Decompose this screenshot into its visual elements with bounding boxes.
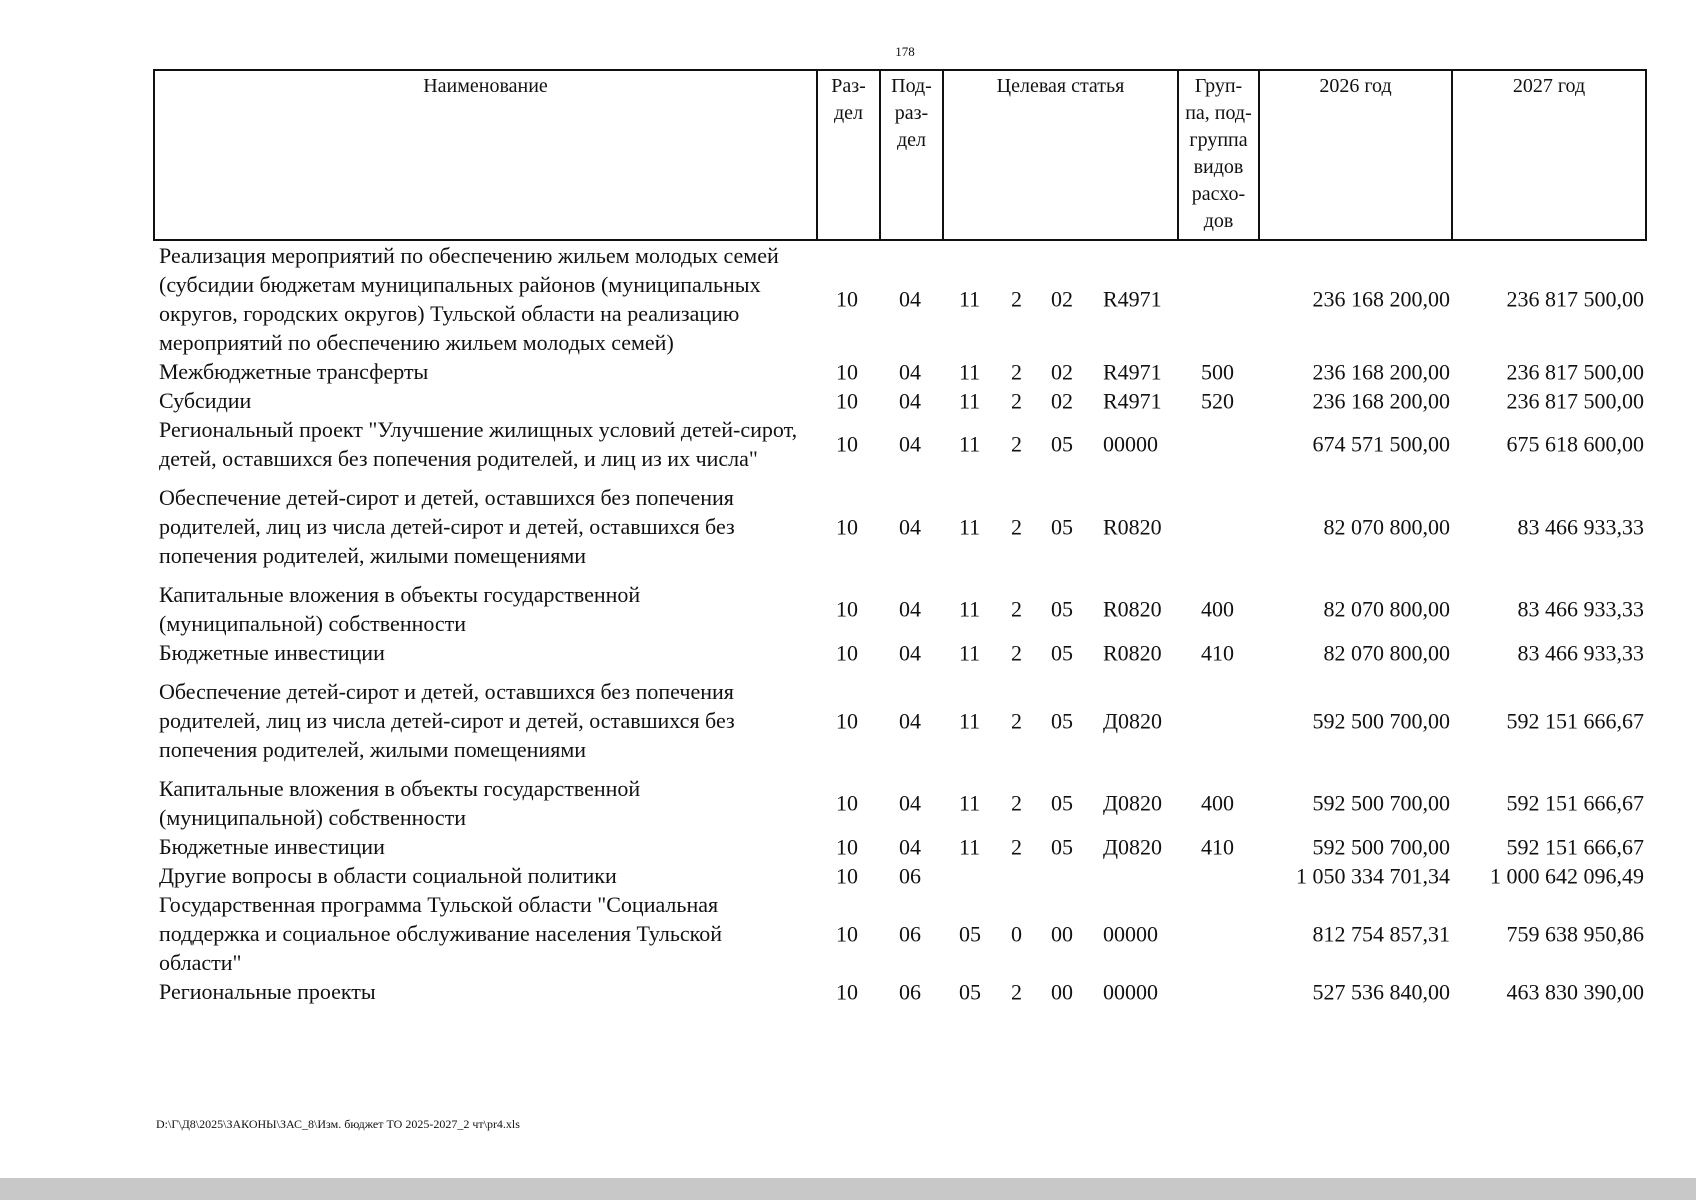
- row-razdel: 10: [836, 708, 858, 733]
- table-row: [153, 774, 1645, 832]
- row-cs-type: 2: [1011, 640, 1022, 665]
- row-podrazdel: 04: [899, 596, 921, 622]
- row-cs-type: 2: [1011, 979, 1022, 1004]
- row-cs-element: 05: [1051, 640, 1073, 665]
- row-cs-type: 2: [1011, 708, 1022, 733]
- row-cs-element: 02: [1051, 359, 1073, 384]
- row-2027: 83 466 933,33: [1517, 514, 1644, 539]
- row-razdel: 10: [836, 388, 858, 413]
- row-cs-type: 2: [1011, 431, 1022, 457]
- row-cs-type: 2: [1011, 514, 1022, 539]
- row-2026: 82 070 800,00: [1323, 514, 1450, 539]
- row-razdel: 10: [836, 359, 858, 384]
- row-cs-type: 2: [1011, 596, 1022, 622]
- row-2027: 236 817 500,00: [1506, 286, 1644, 312]
- row-2027: 592 151 666,67: [1506, 834, 1644, 859]
- row-name: Обеспечение детей-сирот и детей, оставшихся без попечения родителей, лиц из числа детей-сирот и детей, оставшихся без попечения родителей, жилыми помещениями: [159, 485, 735, 568]
- row-cs-element: 05: [1051, 514, 1073, 539]
- row-cs-element: 00: [1051, 979, 1073, 1004]
- row-2026: 236 168 200,00: [1312, 359, 1450, 384]
- row-podrazdel: 04: [899, 388, 921, 413]
- table-row: [153, 677, 1645, 764]
- footer-file-path: D:\Г\Д8\2025\ЗАКОНЫ\ЗАС_8\Изм. бюджет ТО 2025-2027_2 чт\pr4.xls: [156, 1117, 520, 1131]
- row-cs-element: 05: [1051, 596, 1073, 622]
- row-group: 400: [1201, 596, 1234, 622]
- page-number: 178: [895, 44, 915, 59]
- row-name: Другие вопросы в области социальной политики: [159, 863, 617, 888]
- table-row: [153, 386, 1645, 415]
- table-row: [153, 861, 1645, 890]
- row-cs-type: 2: [1011, 359, 1022, 384]
- row-cs-direction: R0820: [1103, 640, 1162, 665]
- row-podrazdel: 04: [899, 286, 921, 312]
- row-cs-element: 05: [1051, 834, 1073, 859]
- row-2027: 759 638 950,86: [1506, 921, 1644, 946]
- header-razdel: Раз- дел: [817, 70, 880, 240]
- row-2026: 674 571 500,00: [1312, 431, 1450, 457]
- row-2026: 236 168 200,00: [1312, 388, 1450, 413]
- row-podrazdel: 04: [899, 640, 921, 665]
- header-podrazdel: Под- раз- дел: [880, 70, 943, 240]
- row-razdel: 10: [836, 834, 858, 859]
- row-cs-type: 2: [1011, 790, 1022, 816]
- row-name: Реализация мероприятий по обеспечению жильем молодых семей (субсидии бюджетам муниципальных районов (муниципальных округов, городских округов) Тульской области на реализацию мероприятий по обеспечению жильем молодых семей): [159, 243, 779, 355]
- row-cs-element: 05: [1051, 708, 1073, 733]
- table-row: [153, 357, 1645, 386]
- row-razdel: 10: [836, 596, 858, 622]
- row-cs-program: 11: [959, 431, 981, 457]
- table-body: [153, 241, 1645, 1006]
- row-2027: 675 618 600,00: [1506, 431, 1644, 457]
- row-2027: 236 817 500,00: [1506, 359, 1644, 384]
- row-2026: 82 070 800,00: [1323, 640, 1450, 665]
- row-2026: 592 500 700,00: [1312, 708, 1450, 733]
- row-name: Региональные проекты: [159, 979, 376, 1004]
- row-2027: 1 000 642 096,49: [1490, 863, 1644, 888]
- row-cs-direction: 00000: [1103, 921, 1158, 946]
- row-cs-direction: R0820: [1103, 596, 1162, 622]
- row-name: Обеспечение детей-сирот и детей, оставшихся без попечения родителей, лиц из числа детей-сирот и детей, оставшихся без попечения родителей, жилыми помещениями: [159, 679, 735, 762]
- table-row: [153, 832, 1645, 861]
- row-name: Межбюджетные трансферты: [159, 359, 429, 384]
- row-name: Бюджетные инвестиции: [159, 640, 385, 665]
- row-podrazdel: 04: [899, 834, 921, 859]
- row-razdel: 10: [836, 979, 858, 1004]
- row-cs-direction: 00000: [1103, 431, 1158, 457]
- row-podrazdel: 04: [899, 431, 921, 457]
- row-razdel: 10: [836, 514, 858, 539]
- row-group: 410: [1201, 834, 1234, 859]
- row-2026: 82 070 800,00: [1323, 596, 1450, 622]
- row-cs-program: 11: [959, 388, 981, 413]
- table-row: [153, 638, 1645, 667]
- row-cs-type: 2: [1011, 834, 1022, 859]
- row-2026: 592 500 700,00: [1312, 790, 1450, 816]
- row-cs-element: 02: [1051, 286, 1073, 312]
- row-cs-direction: R0820: [1103, 514, 1162, 539]
- table-row: [153, 483, 1645, 570]
- header-year-2027: 2027 год: [1452, 70, 1646, 240]
- row-2026: 592 500 700,00: [1312, 834, 1450, 859]
- row-2027: 592 151 666,67: [1506, 790, 1644, 816]
- row-razdel: 10: [836, 863, 858, 888]
- header-name: Наименование: [154, 70, 817, 240]
- table-row: [153, 977, 1645, 1006]
- table-header: [153, 69, 1647, 241]
- row-cs-program: 11: [959, 359, 981, 384]
- row-group: 500: [1201, 359, 1234, 384]
- row-name: Субсидии: [159, 388, 252, 413]
- row-2027: 83 466 933,33: [1517, 596, 1644, 622]
- row-cs-program: 11: [959, 286, 981, 312]
- row-razdel: 10: [836, 286, 858, 312]
- row-2027: 236 817 500,00: [1506, 388, 1644, 413]
- row-cs-direction: R4971: [1103, 359, 1162, 384]
- row-group: 400: [1201, 790, 1234, 816]
- table-row: [153, 580, 1645, 638]
- row-cs-direction: R4971: [1103, 388, 1162, 413]
- row-group: 520: [1201, 388, 1234, 413]
- row-2027: 463 830 390,00: [1506, 979, 1644, 1004]
- row-cs-direction: Д0820: [1103, 790, 1163, 816]
- row-podrazdel: 04: [899, 514, 921, 539]
- row-cs-program: 05: [959, 979, 981, 1004]
- row-2027: 83 466 933,33: [1517, 640, 1644, 665]
- row-cs-element: 02: [1051, 388, 1073, 413]
- table-row: [153, 415, 1645, 473]
- row-group: 410: [1201, 640, 1234, 665]
- row-cs-program: 11: [959, 596, 981, 622]
- row-cs-program: 05: [959, 921, 981, 946]
- row-2026: 527 536 840,00: [1312, 979, 1450, 1004]
- row-2026: 1 050 334 701,34: [1296, 863, 1450, 888]
- row-podrazdel: 04: [899, 790, 921, 816]
- row-cs-type: 0: [1011, 921, 1022, 946]
- row-razdel: 10: [836, 790, 858, 816]
- row-2027: 592 151 666,67: [1506, 708, 1644, 733]
- row-cs-program: 11: [959, 834, 981, 859]
- row-cs-element: 05: [1051, 790, 1073, 816]
- row-cs-direction: Д0820: [1103, 708, 1163, 733]
- row-cs-direction: 00000: [1103, 979, 1158, 1004]
- header-gruppa: Груп- па, под- группа видов расхо- дов: [1178, 70, 1259, 240]
- header-year-2026: 2026 год: [1259, 70, 1452, 240]
- row-cs-element: 05: [1051, 431, 1073, 457]
- row-2026: 812 754 857,31: [1312, 921, 1450, 946]
- scan-bottom-band: [0, 1178, 1696, 1200]
- row-cs-type: 2: [1011, 286, 1022, 312]
- row-name: Бюджетные инвестиции: [159, 834, 385, 859]
- row-cs-program: 11: [959, 514, 981, 539]
- header-celevaya-statya: Целевая статья: [943, 70, 1178, 240]
- row-podrazdel: 04: [899, 359, 921, 384]
- table-row: [153, 890, 1645, 977]
- table-row: [153, 241, 1645, 357]
- row-razdel: 10: [836, 640, 858, 665]
- row-podrazdel: 06: [899, 979, 921, 1004]
- row-cs-element: 00: [1051, 921, 1073, 946]
- row-podrazdel: 04: [899, 708, 921, 733]
- row-cs-direction: R4971: [1103, 286, 1162, 312]
- row-cs-program: 11: [959, 790, 981, 816]
- row-name: Капитальные вложения в объекты государственной (муниципальной) собственности: [159, 776, 641, 830]
- row-razdel: 10: [836, 431, 858, 457]
- row-cs-type: 2: [1011, 388, 1022, 413]
- row-razdel: 10: [836, 921, 858, 946]
- row-podrazdel: 06: [899, 863, 921, 888]
- row-podrazdel: 06: [899, 921, 921, 946]
- row-2026: 236 168 200,00: [1312, 286, 1450, 312]
- row-name: Капитальные вложения в объекты государственной (муниципальной) собственности: [159, 582, 641, 636]
- row-cs-program: 11: [959, 640, 981, 665]
- row-name: Региональный проект "Улучшение жилищных условий детей-сирот, детей, оставшихся без попечения родителей, и лиц из их числа": [159, 417, 798, 471]
- row-cs-program: 11: [959, 708, 981, 733]
- row-cs-direction: Д0820: [1103, 834, 1163, 859]
- row-name: Государственная программа Тульской области "Социальная поддержка и социальное обслуживание населения Тульской области": [159, 892, 723, 975]
